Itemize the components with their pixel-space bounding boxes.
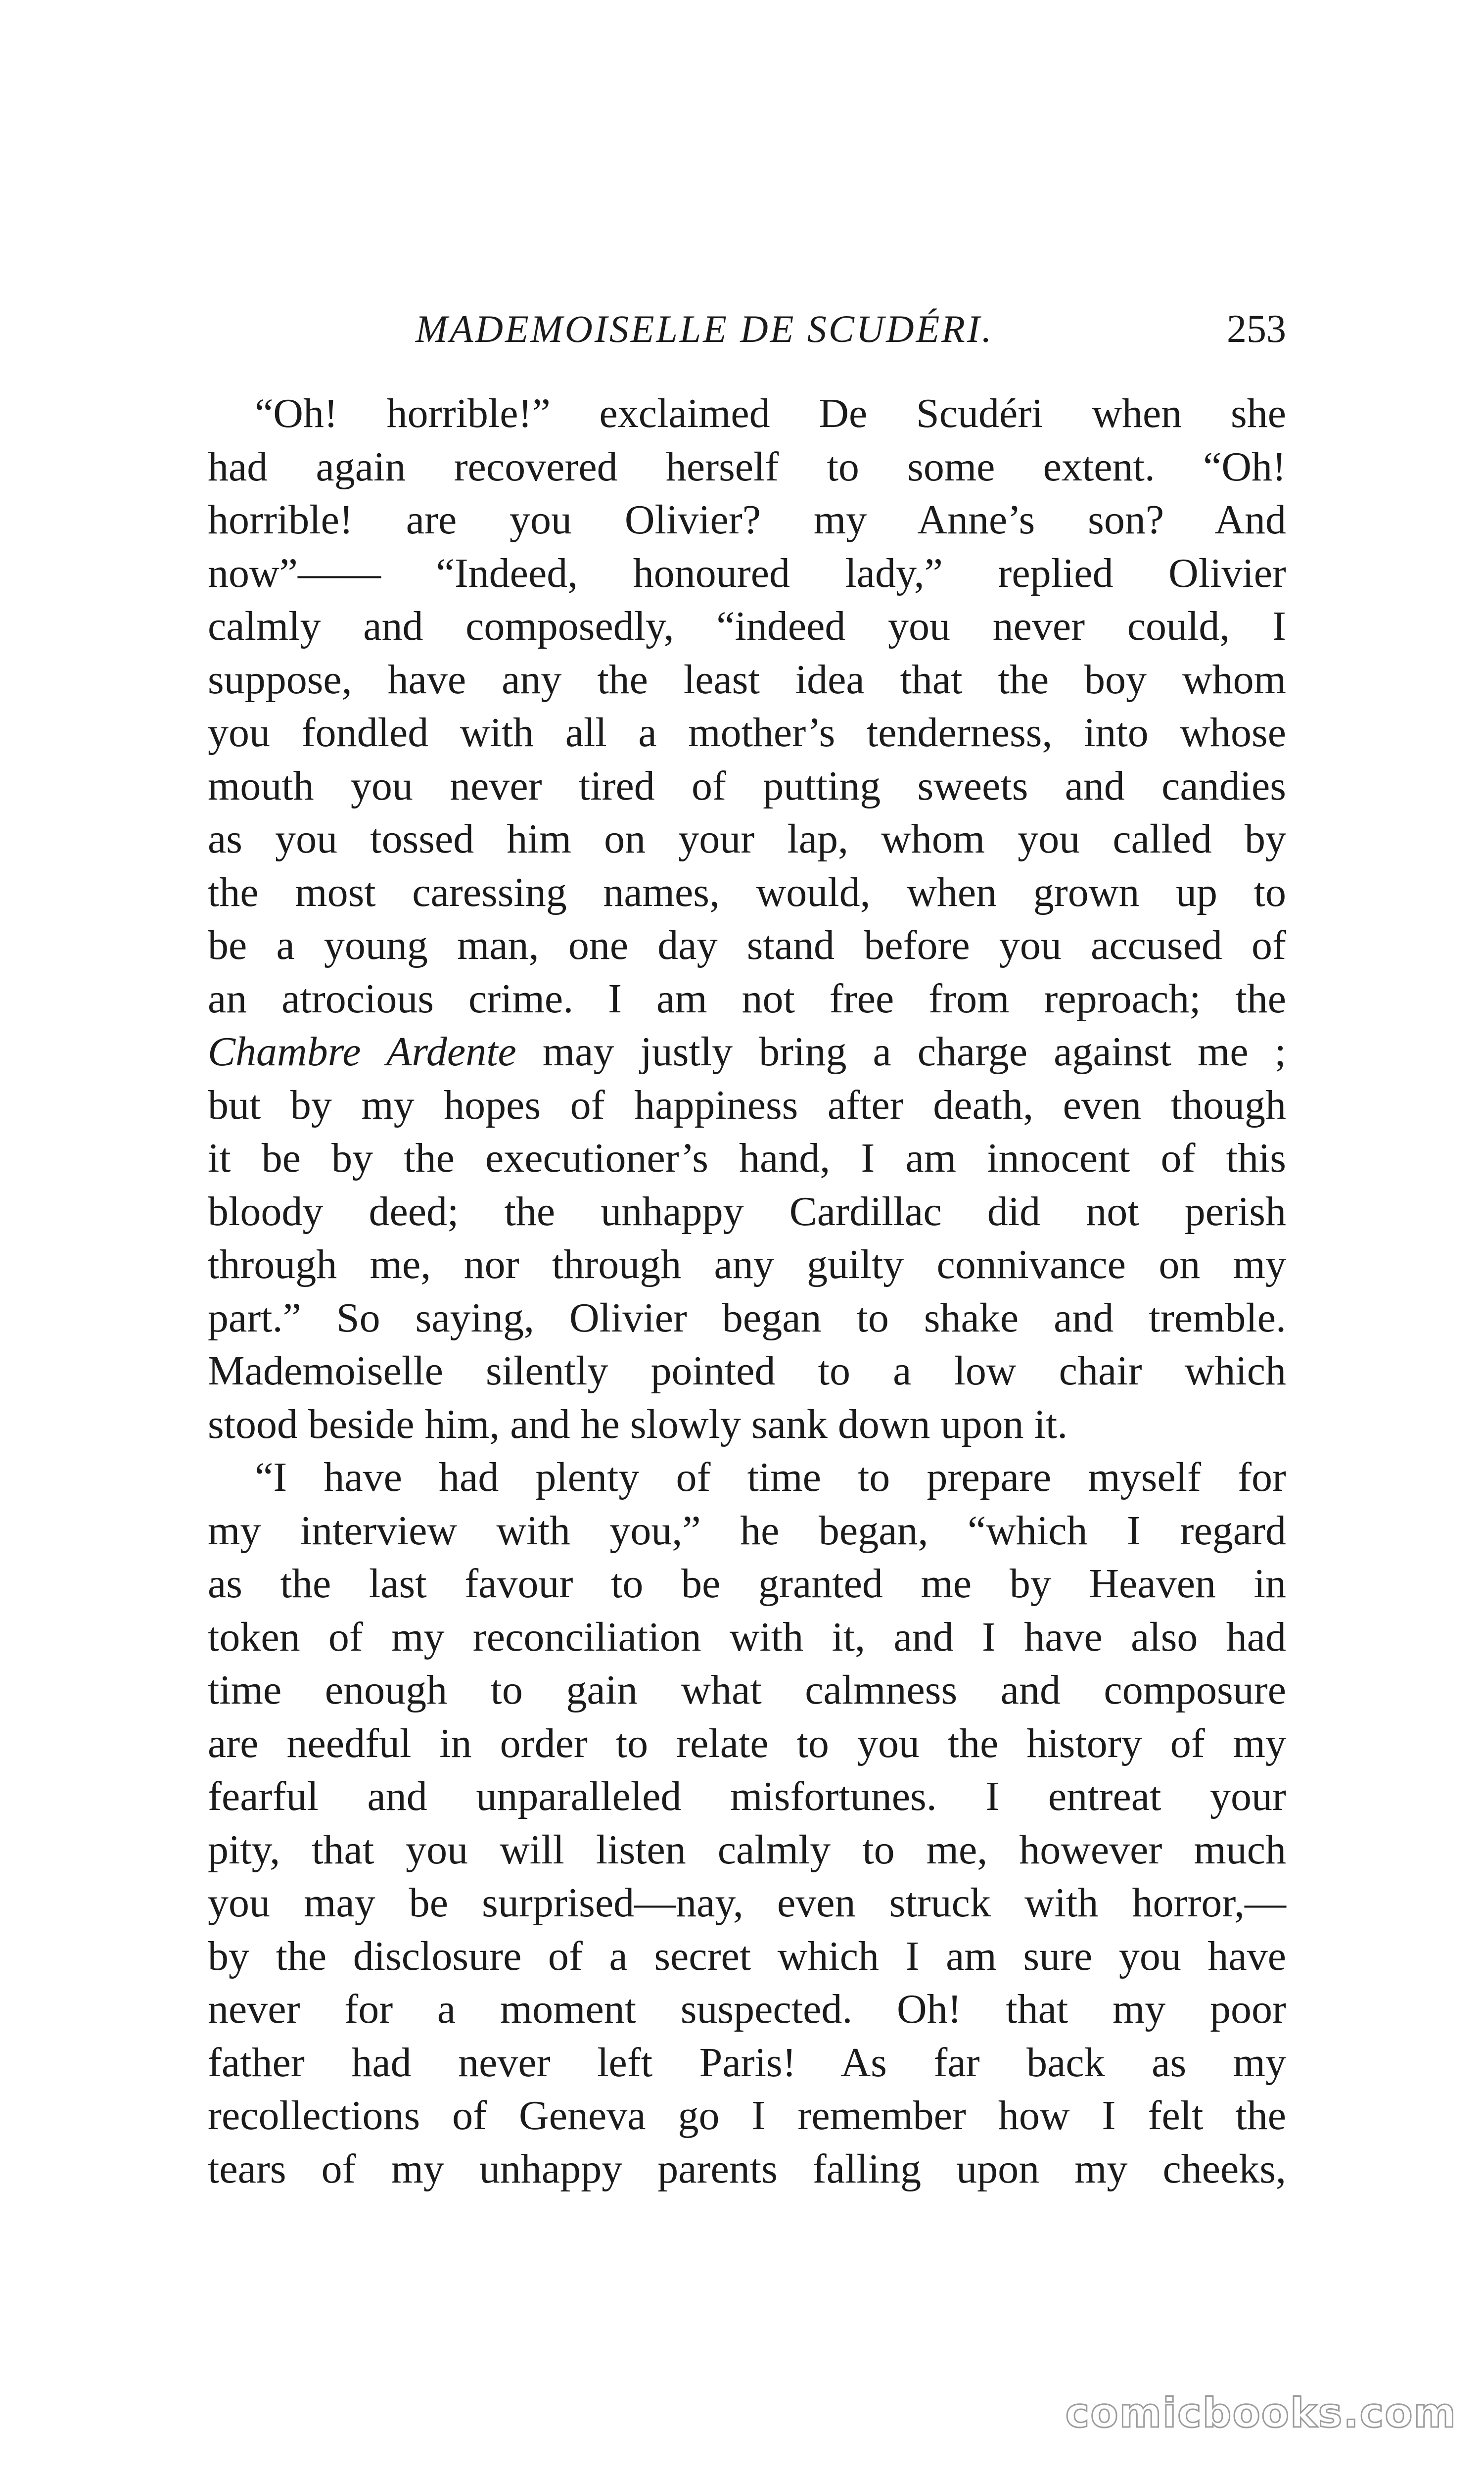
text-line: tears of my unhappy parents falling upon my cheeks,	[208, 2145, 1286, 2192]
text-line: horrible! are you Olivier? my Anne’s son? And	[208, 497, 1286, 543]
text-line: father had never left Paris! As far back as my	[208, 2039, 1286, 2086]
text-line: calmly and composedly, “indeed you never could, I	[208, 603, 1286, 649]
text-line: stood beside him, and he slowly sank down upon it.	[208, 1401, 1068, 1447]
text-line: are needful in order to relate to you the history of my	[208, 1720, 1286, 1766]
page-number: 253	[1227, 307, 1286, 351]
text-line: “Oh! horrible!” exclaimed De Scudéri when she	[255, 390, 1286, 436]
text-line: you fondled with all a mother’s tenderness, into whose	[208, 710, 1286, 756]
text-line: by the disclosure of a secret which I am sure you have	[208, 1933, 1286, 1979]
text-line: had again recovered herself to some extent. “Oh!	[208, 443, 1286, 490]
text-line: pity, that you will listen calmly to me, however much	[208, 1826, 1286, 1873]
text-line: be a young man, one day stand before you accused of	[208, 922, 1286, 968]
running-head	[208, 302, 1286, 356]
text-line: mouth you never tired of putting sweets and candies	[208, 762, 1286, 809]
text-line: as the last favour to be granted me by Heaven in	[208, 1561, 1286, 1607]
text-line: through me, nor through any guilty connivance on my	[208, 1241, 1286, 1287]
text-line: time enough to gain what calmness and composure	[208, 1667, 1286, 1713]
text-line: “I have had plenty of time to prepare myself for	[255, 1454, 1286, 1500]
text-line: part.” So saying, Olivier began to shake and tremble.	[208, 1294, 1286, 1341]
text-line: the most caressing names, would, when grown up to	[208, 869, 1286, 915]
text-line: Mademoiselle silently pointed to a low chair which	[208, 1348, 1286, 1394]
italic-term: Chambre Ardente	[208, 1029, 516, 1075]
text-line: fearful and unparalleled misfortunes. I entreat your	[208, 1773, 1286, 1819]
text-line-italic-term	[208, 1025, 1286, 1079]
text-line: but by my hopes of happiness after death, even though	[208, 1082, 1286, 1128]
text-line: never for a moment suspected. Oh! that my poor	[208, 1986, 1286, 2032]
text-line: token of my reconciliation with it, and I have also had	[208, 1614, 1286, 1660]
text-line: as you tossed him on your lap, whom you called by	[208, 816, 1286, 862]
text-line: suppose, have any the least idea that the boy whom	[208, 656, 1286, 703]
text-line: recollections of Geneva go I remember how I felt the	[208, 2093, 1286, 2139]
text-line: now”—— “Indeed, honoured lady,” replied Olivier	[208, 550, 1286, 596]
text-line: it be by the executioner’s hand, I am innocent of this	[208, 1135, 1286, 1181]
text-line: bloody deed; the unhappy Cardillac did not perish	[208, 1188, 1286, 1235]
text-line: my interview with you,” he began, “which I regard	[208, 1507, 1286, 1554]
text-line: you may be surprised—nay, even struck with horror,—	[208, 1880, 1286, 1926]
running-title: MADEMOISELLE DE SCUDÉRI.	[416, 307, 994, 350]
body-text	[208, 387, 1286, 2195]
text-line: an atrocious crime. I am not free from reproach; the	[208, 975, 1286, 1022]
site-watermark: comicbooks.com	[1065, 2390, 1457, 2437]
text-line-rest: may justly bring a charge against me ;	[516, 1029, 1286, 1075]
